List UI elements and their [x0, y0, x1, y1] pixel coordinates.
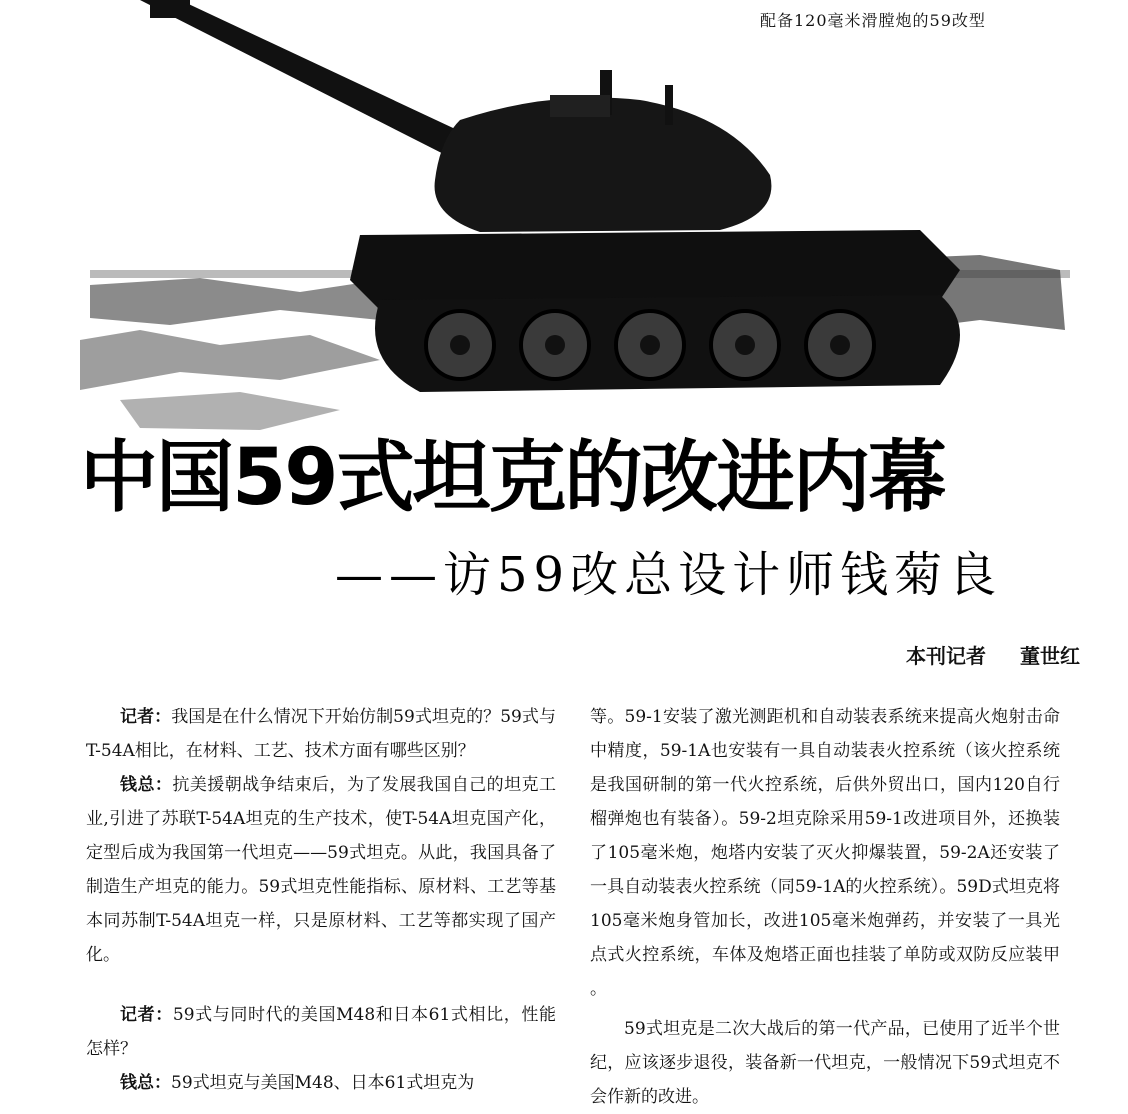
paragraph	[86, 1066, 556, 1100]
byline	[760, 640, 1080, 669]
speaker-label: 记者：	[120, 707, 172, 727]
paragraph-text: 59式与同时代的美国M48和日本61式相比，性能怎样？	[86, 1005, 556, 1059]
photo-caption: 配备120毫米滑膛炮的59改型	[760, 11, 986, 30]
paragraph	[86, 998, 556, 1066]
left-column	[86, 700, 556, 1100]
paragraph	[86, 768, 556, 972]
paragraph	[86, 700, 556, 768]
speaker-label: 记者：	[120, 1005, 173, 1025]
byline-name: 董世红	[1020, 644, 1080, 668]
tank-photo	[80, 0, 1070, 435]
paragraph-text: 我国是在什么情况下开始仿制59式坦克的？59式与T-54A相比，在材料、工艺、技术方面有哪些区别？	[86, 707, 556, 761]
speaker-label: 钱总：	[120, 775, 173, 795]
paragraph-text: 59式坦克与美国M48、日本61式坦克为	[171, 1073, 475, 1093]
article-title: 中国59式坦克的改进内幕	[80, 433, 945, 523]
paragraph-text: 抗美援朝战争结束后，为了发展我国自己的坦克工业,引进了苏联T-54A坦克的生产技术，使T-54A坦克国产化，定型后成为我国第一代坦克——59式坦克。从此，我国具备了制造生产坦克的能力。59式坦克性能指标、原材料、工艺等基本同苏制T-54A坦克一样，只是原材料、工艺等都实现了国产化。	[86, 775, 556, 965]
paragraph: 59式坦克是二次大战后的第一代产品，已使用了近半个世纪，应该逐步退役，装备新一代坦克，一般情况下59式坦克不会作新的改进。	[590, 1019, 1060, 1107]
right-column	[590, 700, 1060, 1114]
tank-turret	[435, 98, 772, 233]
paragraph: 等。59-1安装了激光测距机和自动装表系统来提高火炮射击命中精度，59-1A也安装有一具自动装表火控系统（该火控系统是我国研制的第一代火控系统，后供外贸出口，国内120自行榴弹炮也有装备）。59-2坦克除采用59-1改进项目外，还换装了105毫米炮，炮塔内安装了灭火抑爆装置，59-2A还安装了一具自动装表火控系统（同59-1A的火控系统）。59D式坦克将105毫米炮身管加长，改进105毫米炮弹药，并安装了一具光点式火控系统，车体及炮塔正面也挂装了单防或双防反应装甲 。	[590, 707, 1060, 999]
article-subtitle: ——访59改总设计师钱菊良	[335, 547, 1003, 603]
byline-role: 本刊记者	[906, 644, 986, 668]
speaker-label: 钱总：	[120, 1073, 171, 1093]
